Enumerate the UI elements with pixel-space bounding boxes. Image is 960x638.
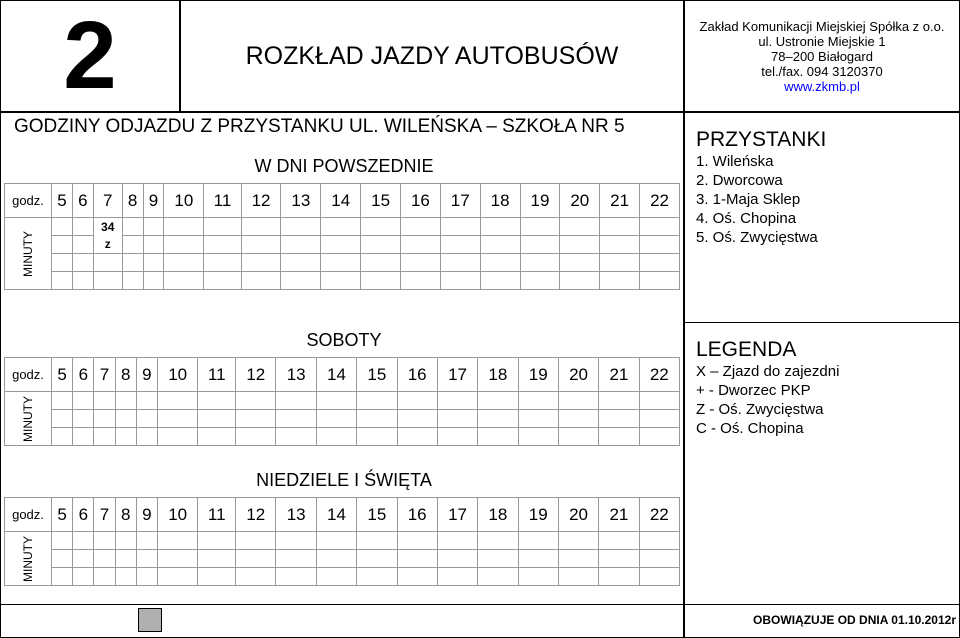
minute-cell [437, 550, 477, 568]
minute-cell [115, 410, 136, 428]
legend-title: LEGENDA [696, 338, 797, 361]
minute-cell [321, 254, 361, 272]
minute-cell [640, 254, 680, 272]
minute-cell [437, 392, 477, 410]
hour-cell: 15 [357, 498, 397, 532]
minute-cell [440, 218, 480, 236]
minute-cell [478, 568, 518, 586]
hour-cell: 6 [73, 498, 94, 532]
minute-cell [115, 428, 136, 446]
minute-cell [52, 218, 73, 236]
minutes-label-text: MINUTY [21, 230, 35, 277]
minute-cell [241, 254, 281, 272]
hour-cell: 20 [558, 358, 598, 392]
hour-cell: 21 [599, 358, 639, 392]
minutes-label [5, 532, 52, 586]
hour-cell: 8 [115, 498, 136, 532]
minute-cell [518, 410, 558, 428]
minute-cell [518, 428, 558, 446]
minute-cell [241, 218, 281, 236]
minute-cell [122, 254, 143, 272]
minute-cell [437, 568, 477, 586]
hour-cell: 13 [276, 358, 316, 392]
minute-cell [397, 532, 437, 550]
minute-cell [115, 392, 136, 410]
minute-cell [158, 568, 198, 586]
minute-cell [52, 568, 73, 586]
minute-cell [94, 532, 115, 550]
company-phone: tel./fax. 094 3120370 [761, 64, 883, 79]
minute-cell [198, 550, 236, 568]
minute-cell [276, 550, 316, 568]
hour-cell: 20 [558, 498, 598, 532]
minute-cell [164, 236, 204, 254]
hour-cell: 18 [480, 184, 520, 218]
minute-cell [639, 410, 679, 428]
hour-cell: 12 [236, 358, 276, 392]
minute-cell [437, 532, 477, 550]
minute-cell [204, 254, 241, 272]
minute-cell [357, 568, 397, 586]
minute-cell [158, 532, 198, 550]
minute-cell [158, 550, 198, 568]
minute-cell [122, 272, 143, 290]
hour-cell: 18 [478, 498, 518, 532]
minute-cell [316, 428, 356, 446]
sundays-title: NIEDZIELE I ŚWIĘTA [256, 470, 432, 490]
minute-cell [480, 218, 520, 236]
minute-cell [639, 428, 679, 446]
hour-cell: 13 [281, 184, 321, 218]
hour-cell: 19 [518, 498, 558, 532]
minute-cell [321, 218, 361, 236]
minute-cell [480, 236, 520, 254]
hour-cell: 15 [357, 358, 397, 392]
minute-cell [73, 532, 94, 550]
minute-cell [143, 254, 164, 272]
hour-cell: 7 [94, 358, 115, 392]
minute-cell [164, 254, 204, 272]
minute-cell [281, 236, 321, 254]
stop-item: 3. 1-Maja Sklep [696, 191, 801, 208]
minutes-label-text: MINUTY [21, 395, 35, 442]
hour-cell: 9 [136, 358, 157, 392]
hour-cell: 22 [639, 358, 679, 392]
minute-cell [276, 410, 316, 428]
minute-cell [560, 236, 600, 254]
minute-cell [599, 568, 639, 586]
minute-cell [94, 410, 115, 428]
minute-cell [437, 428, 477, 446]
minute-cell [158, 428, 198, 446]
minute-cell [401, 218, 441, 236]
minute-cell [136, 428, 157, 446]
minute-cell [73, 428, 94, 446]
hour-cell: 17 [437, 358, 477, 392]
minute-cell [164, 272, 204, 290]
hour-cell: 7 [94, 498, 115, 532]
minute-cell [204, 236, 241, 254]
minute-cell [198, 568, 236, 586]
sundays-grid [4, 497, 680, 586]
hour-cell: 6 [73, 358, 94, 392]
minute-cell [518, 532, 558, 550]
legend-item: C - Oś. Chopina [696, 420, 804, 437]
hour-cell: 9 [136, 498, 157, 532]
minute-cell [316, 532, 356, 550]
minute-cell [640, 218, 680, 236]
minute-cell [136, 392, 157, 410]
minute-cell [316, 392, 356, 410]
minute-cell [640, 272, 680, 290]
saturdays-grid [4, 357, 680, 446]
minute-cell [600, 254, 640, 272]
valid-from: OBOWIĄZUJE OD DNIA 01.10.2012r [753, 613, 956, 627]
minute-cell [639, 532, 679, 550]
minute-cell [73, 410, 94, 428]
minute-cell [143, 272, 164, 290]
minute-cell [397, 550, 437, 568]
minute-cell [72, 218, 93, 236]
minute-cell [401, 272, 441, 290]
minute-cell [397, 410, 437, 428]
minute-cell [52, 428, 73, 446]
minute-cell [316, 410, 356, 428]
hour-cell: 16 [397, 358, 437, 392]
hour-cell: 9 [143, 184, 164, 218]
minute-cell [558, 568, 598, 586]
departure-cell [93, 218, 122, 254]
minute-cell [480, 272, 520, 290]
minute-cell [276, 428, 316, 446]
hour-cell: 13 [276, 498, 316, 532]
hour-cell: 7 [93, 184, 122, 218]
hour-label: godz. [5, 184, 52, 218]
minute-cell [520, 254, 560, 272]
minute-cell [316, 568, 356, 586]
minute-cell [93, 254, 122, 272]
minute-cell [600, 236, 640, 254]
minute-cell [241, 272, 281, 290]
company-website-link[interactable]: www.zkmb.pl [784, 79, 860, 94]
minute-cell [198, 410, 236, 428]
minute-cell [281, 272, 321, 290]
hour-label: godz. [5, 498, 52, 532]
hour-cell: 14 [316, 358, 356, 392]
minute-cell [397, 568, 437, 586]
legend-item: X – Zjazd do zajezdni [696, 363, 840, 380]
departure-note: z [104, 236, 111, 251]
minute-cell [599, 410, 639, 428]
minute-cell [401, 254, 441, 272]
minute-cell [73, 550, 94, 568]
minute-cell [397, 392, 437, 410]
minute-cell [558, 392, 598, 410]
minute-cell [236, 428, 276, 446]
hour-cell: 19 [520, 184, 560, 218]
minute-cell [361, 272, 401, 290]
minute-cell [204, 272, 241, 290]
minute-cell [558, 532, 598, 550]
hour-cell: 6 [72, 184, 93, 218]
minute-cell [158, 410, 198, 428]
route-number: 2 [0, 0, 180, 112]
minute-cell [276, 392, 316, 410]
company-name: Zakład Komunikacji Miejskiej Spółka z o.o. [699, 19, 945, 34]
minute-cell [518, 550, 558, 568]
hour-cell: 17 [440, 184, 480, 218]
minute-cell [440, 254, 480, 272]
weekdays-title: W DNI POWSZEDNIE [254, 156, 434, 176]
footer-divider [0, 604, 960, 605]
hour-cell: 16 [401, 184, 441, 218]
minute-cell [52, 550, 73, 568]
legend-item: + - Dworzec PKP [696, 382, 811, 399]
hour-cell: 22 [639, 498, 679, 532]
minute-cell [143, 236, 164, 254]
hour-cell: 17 [437, 498, 477, 532]
hour-cell: 14 [321, 184, 361, 218]
hour-cell: 8 [122, 184, 143, 218]
minute-cell [236, 532, 276, 550]
company-info [684, 0, 960, 112]
stops-list [696, 152, 818, 247]
minute-cell [143, 218, 164, 236]
minute-cell [94, 550, 115, 568]
minute-cell [357, 410, 397, 428]
minute-cell [276, 568, 316, 586]
minute-cell [136, 410, 157, 428]
hour-cell: 22 [640, 184, 680, 218]
minute-cell [599, 532, 639, 550]
minute-cell [115, 532, 136, 550]
minute-cell [520, 218, 560, 236]
minute-cell [560, 272, 600, 290]
minute-cell [518, 568, 558, 586]
minute-cell [639, 392, 679, 410]
minute-cell [52, 410, 73, 428]
stop-item: 2. Dworcowa [696, 172, 783, 189]
hour-cell: 12 [241, 184, 281, 218]
minute-cell [440, 272, 480, 290]
minute-cell [639, 550, 679, 568]
hour-cell: 15 [361, 184, 401, 218]
minute-cell [204, 218, 241, 236]
minute-cell [599, 428, 639, 446]
minute-cell [122, 236, 143, 254]
minute-cell [198, 392, 236, 410]
minute-cell [52, 392, 73, 410]
minute-cell [599, 550, 639, 568]
minute-cell [136, 532, 157, 550]
minute-cell [72, 236, 93, 254]
hour-label: godz. [5, 358, 52, 392]
hour-cell: 5 [52, 184, 73, 218]
minute-cell [440, 236, 480, 254]
minute-cell [357, 532, 397, 550]
hour-cell: 11 [204, 184, 241, 218]
minute-cell [236, 568, 276, 586]
departure-minute: 34 [101, 219, 115, 234]
minute-cell [94, 392, 115, 410]
saturdays-title: SOBOTY [306, 330, 382, 350]
hour-cell: 12 [236, 498, 276, 532]
minute-cell [73, 392, 94, 410]
minute-cell [52, 272, 73, 290]
minute-cell [361, 254, 401, 272]
minute-cell [236, 392, 276, 410]
minute-cell [558, 428, 598, 446]
minute-cell [198, 428, 236, 446]
minute-cell [357, 428, 397, 446]
minute-cell [478, 532, 518, 550]
minute-cell [520, 236, 560, 254]
stop-item: 4. Oś. Chopina [696, 210, 797, 227]
minute-cell [158, 392, 198, 410]
minute-cell [600, 218, 640, 236]
minute-cell [276, 532, 316, 550]
minute-cell [136, 568, 157, 586]
minute-cell [52, 532, 73, 550]
minute-cell [241, 236, 281, 254]
stop-item: 5. Oś. Zwycięstwa [696, 229, 818, 246]
minute-cell [397, 428, 437, 446]
minute-cell [236, 550, 276, 568]
minute-cell [72, 272, 93, 290]
minute-cell [281, 254, 321, 272]
hour-cell: 14 [316, 498, 356, 532]
minute-cell [437, 410, 477, 428]
minute-cell [478, 392, 518, 410]
minute-cell [321, 272, 361, 290]
minute-cell [361, 236, 401, 254]
minutes-label [5, 392, 52, 446]
minute-cell [94, 428, 115, 446]
legend-list [696, 362, 839, 438]
stop-title: GODZINY ODJAZDU Z PRZYSTANKU UL. WILEŃSKA – SZKOŁA NR 5 [14, 116, 625, 137]
minute-cell [520, 272, 560, 290]
minute-cell [558, 410, 598, 428]
minute-cell [94, 568, 115, 586]
hour-cell: 10 [158, 358, 198, 392]
minute-cell [600, 272, 640, 290]
hour-cell: 21 [600, 184, 640, 218]
legend-item: Z - Oś. Zwycięstwa [696, 401, 824, 418]
hour-cell: 19 [518, 358, 558, 392]
minute-cell [136, 550, 157, 568]
minute-cell [560, 218, 600, 236]
company-street: ul. Ustronie Miejskie 1 [758, 34, 886, 49]
minute-cell [478, 410, 518, 428]
page-title: ROZKŁAD JAZDY AUTOBUSÓW [180, 0, 684, 112]
minute-cell [122, 218, 143, 236]
minute-cell [93, 272, 122, 290]
minute-cell [357, 392, 397, 410]
hour-cell: 16 [397, 498, 437, 532]
minute-cell [560, 254, 600, 272]
minute-cell [478, 428, 518, 446]
minute-cell [198, 532, 236, 550]
hour-cell: 11 [198, 498, 236, 532]
minute-cell [321, 236, 361, 254]
minute-cell [52, 236, 73, 254]
minute-cell [558, 550, 598, 568]
gray-square-icon [138, 608, 162, 632]
minute-cell [480, 254, 520, 272]
minute-cell [72, 254, 93, 272]
minute-cell [639, 568, 679, 586]
stop-item: 1. Wileńska [696, 153, 774, 170]
minute-cell [599, 392, 639, 410]
weekdays-grid [4, 183, 680, 290]
hour-cell: 10 [158, 498, 198, 532]
hour-cell: 20 [560, 184, 600, 218]
hour-cell: 21 [599, 498, 639, 532]
minutes-label [5, 218, 52, 290]
minute-cell [478, 550, 518, 568]
minute-cell [115, 568, 136, 586]
minute-cell [52, 254, 73, 272]
minute-cell [401, 236, 441, 254]
minute-cell [236, 410, 276, 428]
minute-cell [316, 550, 356, 568]
minutes-label-text: MINUTY [21, 535, 35, 582]
minute-cell [361, 218, 401, 236]
minute-cell [640, 236, 680, 254]
company-city: 78–200 Białogard [771, 49, 873, 64]
minute-cell [357, 550, 397, 568]
minute-cell [281, 218, 321, 236]
minute-cell [115, 550, 136, 568]
hour-cell: 18 [478, 358, 518, 392]
minute-cell [164, 218, 204, 236]
hour-cell: 5 [52, 498, 73, 532]
hour-cell: 10 [164, 184, 204, 218]
hour-cell: 11 [198, 358, 236, 392]
minute-cell [518, 392, 558, 410]
sidebar-divider [684, 322, 960, 323]
hour-cell: 5 [52, 358, 73, 392]
stops-title: PRZYSTANKI [696, 128, 827, 151]
minute-cell [73, 568, 94, 586]
hour-cell: 8 [115, 358, 136, 392]
